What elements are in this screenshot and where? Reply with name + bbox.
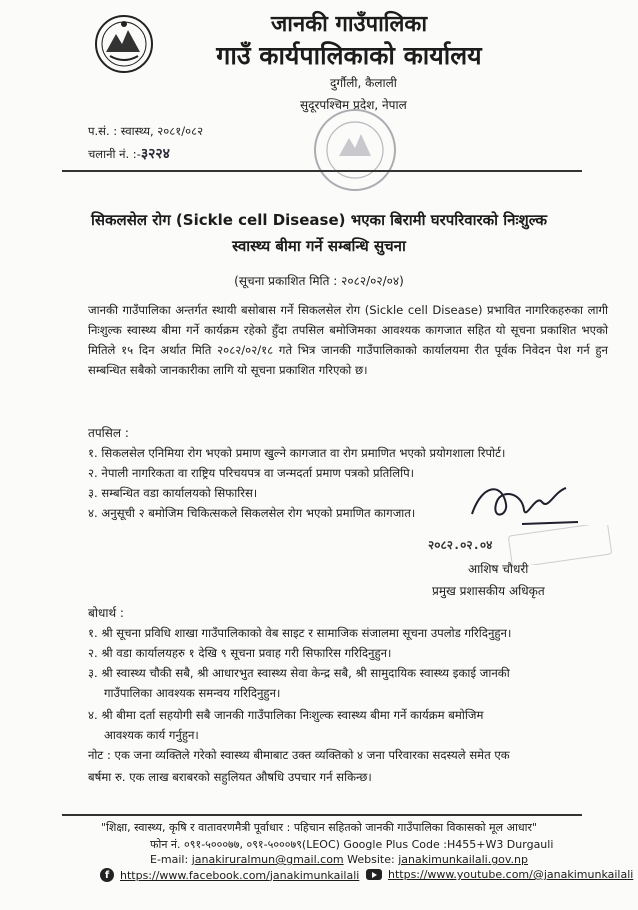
dispatch-number-row <box>88 144 170 163</box>
footer-slogan: "शिक्षा, स्वास्थ्य, कृषि र वातावरणमैत्री पूर्वाधार : पहिचान सहितको जानकी गाउँपालिका विकासको मूल आधार" <box>100 821 538 834</box>
cc-item-continued: गाउँपालिका आवश्यक समन्वय गरिदिनुहुन। <box>104 686 281 700</box>
dispatch-label: चलानी नं. :- <box>88 147 141 161</box>
cc-item: ३. श्री स्वास्थ्य चौकी सबै, श्री आधारभुत स्वास्थ्य सेवा केन्द्र सबै, श्री सामुदायिक स्वास्थ्य इकाई जानकी <box>88 666 510 680</box>
website-label: Website: <box>347 853 395 866</box>
cc-heading: बोधार्थ : <box>88 606 124 620</box>
municipality-name: जानकी गाउँपालिका <box>270 12 428 37</box>
publication-date: (सूचना प्रकाशित मिति : २०८२/०२/०४) <box>234 274 404 288</box>
details-item: १. सिकलसेल एनिमिया रोग भएको प्रमाण खुल्ने कागजात वा रोग प्रमाणित भएको प्रयोगशाला रिपोर्ट। <box>88 446 506 460</box>
office-name: गाउँ कार्यपालिकाको कार्यालय <box>216 41 482 70</box>
facebook-row <box>100 868 359 882</box>
header-divider <box>62 170 582 172</box>
youtube-row <box>366 868 633 881</box>
facebook-icon: f <box>100 868 114 882</box>
email-link[interactable]: janakiruralmun@gmail.com <box>191 853 344 866</box>
note-text: नोट : एक जना व्यक्तिले गरेको स्वास्थ्य बीमाबाट उक्त व्यक्तिको ४ जना परिवारका सदस्यले समेत एक <box>88 748 510 762</box>
email-label: E-mail: <box>150 853 189 866</box>
details-item: ३. सम्बन्धित वडा कार्यालयको सिफारिस। <box>88 486 258 500</box>
signatory-name: आशिष चौधरी <box>468 562 529 576</box>
name-stamp <box>508 525 612 565</box>
office-seal-stamp <box>305 104 405 196</box>
youtube-icon <box>366 869 382 880</box>
note-text-continued: बर्षमा रु. एक लाख बराबरको सहुलियत औषधि उपचार गर्न सकिन्छ। <box>88 770 372 784</box>
signature-date: २०८२.०२.०४ <box>428 538 493 552</box>
cc-item: २. श्री वडा कार्यालयहरु १ देखि ९ सूचना प्रवाह गरी सिफारिस गरिदिनुहुन। <box>88 646 392 660</box>
details-item: २. नेपाली नागरिकता वा राष्ट्रिय परिचयपत्र वा जन्मदर्ता प्रमाण पत्रको प्रतिलिपि। <box>88 466 415 480</box>
signatory-title: प्रमुख प्रशासकीय अधिकृत <box>432 584 545 598</box>
details-item: ४. अनुसूची २ बमोजिम चिकित्सकले सिकलसेल रोग भएको प्रमाणित कागजात। <box>88 506 416 520</box>
cc-item: १. श्री सूचना प्रविधि शाखा गाउँपालिकाको वेब साइट र सामाजिक संजालमा सूचना उपलोड गरिदिनुहुन। <box>88 626 512 640</box>
footer-phone: फोन नं. ०९१-५०००७७, ०९१-५०००७९(LEOC) Google Plus Code :H455+W3 Durgauli <box>150 838 554 851</box>
notice-body: जानकी गाउँपालिका अन्तर्गत स्थायी बसोबास गर्ने सिकलसेल रोग (Sickle cell Disease) प्रभावित नागरिकहरुका लागी निःशुल्क स्वास्थ्य बीमा गर्ने कार्यक्रम रहेको हुँदा तपसिल बमोजिमका आवश्यक कागजात सहित यो सूचना प्रकाशित भएको मितिले १५ दिन अर्थात मिति २०८२/०२/१८ गते भित्र जानकी गाउँपालिकाको कार्यालयमा रीत पूर्वक निवेदन पेश गर्न हुन सम्बन्धित सबैको जानकारीका लागि यो सूचना प्रकाशित गरिएको छ। <box>88 303 608 377</box>
reference-number: प.सं. : स्वास्थ्य, २०८१/०८२ <box>88 124 204 138</box>
cc-item: ४. श्री बीमा दर्ता सहयोगी सबै जानकी गाउँपालिका निःशुल्क स्वास्थ्य बीमा गर्ने कार्यक्रम बमोजिम <box>88 708 484 722</box>
facebook-link[interactable]: https://www.facebook.com/janakimunkailali <box>120 868 360 882</box>
footer-email-web <box>150 853 528 866</box>
cc-item-continued: आवश्यक कार्य गर्नुहुन। <box>104 728 199 742</box>
youtube-link[interactable]: https://www.youtube.com/@janakimunkailali <box>388 868 634 881</box>
notice-title-line2: स्वास्थ्य बीमा गर्ने सम्बन्धि सुचना <box>232 237 406 255</box>
notice-title-line1: सिकलसेल रोग (Sickle cell Disease) भएका बिरामी घरपरिवारको निःशुल्क <box>91 211 547 229</box>
dispatch-number: ३२२४ <box>140 146 170 162</box>
office-location: दुर्गौली, कैलाली <box>330 76 397 90</box>
footer-divider <box>62 814 582 816</box>
office-province: सुदूरपश्चिम प्रदेश, नेपाल <box>300 98 407 112</box>
details-heading: तपसिल : <box>88 426 129 440</box>
website-link[interactable]: janakimunkailali.gov.np <box>398 853 529 866</box>
